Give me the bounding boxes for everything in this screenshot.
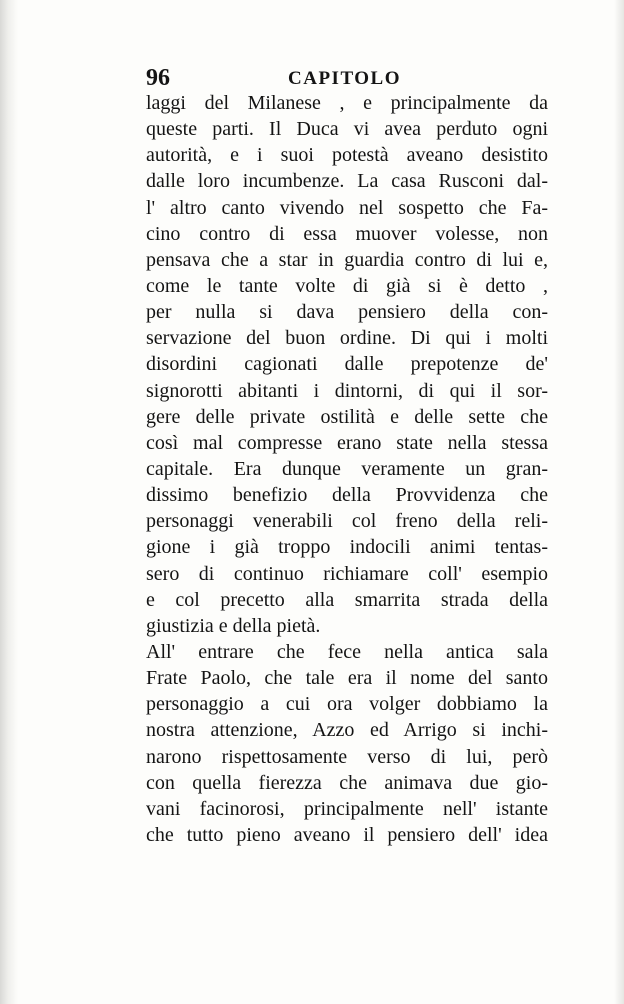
- text-line: sero di continuo richiamare coll' esempio: [146, 562, 548, 585]
- text-line: per nulla si dava pensiero della con-: [146, 301, 548, 324]
- text-line: e col precetto alla smarrita strada della: [146, 588, 548, 611]
- running-head: CAPITOLO: [288, 68, 402, 89]
- page-number: 96: [146, 65, 170, 91]
- text-line: l' altro canto vivendo nel sospetto che Fa-: [146, 196, 548, 219]
- text-line: gere delle private ostilità e delle sette che: [146, 405, 548, 428]
- text-line: servazione del buon ordine. Di qui i molti: [146, 327, 548, 350]
- text-line: disordini cagionati dalle prepotenze de': [146, 353, 548, 376]
- text-line: cino contro di essa muover volesse, non: [146, 222, 548, 245]
- paragraph-first-line: All' entrare che fece nella antica sala: [146, 640, 548, 663]
- page-header: [146, 64, 546, 92]
- text-line: pensava che a star in guardia contro di lui e,: [146, 248, 548, 271]
- page-edge-shadow: [614, 0, 624, 1004]
- text-line: dalle loro incumbenze. La casa Rusconi dal-: [146, 170, 548, 193]
- text-line: così mal compresse erano state nella stessa: [146, 431, 548, 454]
- paragraph-last-line: giustizia e della pietà.: [146, 614, 321, 637]
- text-line: che tutto pieno aveano il pensiero dell' idea: [146, 823, 548, 846]
- text-line: vani facinorosi, principalmente nell' istante: [146, 797, 548, 820]
- text-line: queste parti. Il Duca vi avea perduto ogni: [146, 118, 548, 141]
- text-line: come le tante volte di già si è detto ,: [146, 274, 548, 297]
- body-text: [146, 90, 548, 848]
- page-gutter-shadow: [0, 0, 18, 1004]
- text-line: narono rispettosamente verso di lui, però: [146, 745, 548, 768]
- text-line: laggi del Milanese , e principalmente da: [146, 92, 548, 114]
- text-line: autorità, e i suoi potestà aveano desistito: [146, 144, 548, 167]
- text-line: gione i già troppo indocili animi tentas-: [146, 536, 548, 559]
- text-line: personaggio a cui ora volger dobbiamo la: [146, 693, 548, 716]
- text-line: con quella fierezza che animava due gio-: [146, 771, 548, 794]
- text-line: nostra attenzione, Azzo ed Arrigo si inchi-: [146, 719, 548, 742]
- text-line: signorotti abitanti i dintorni, di qui il sor-: [146, 379, 548, 402]
- text-line: Frate Paolo, che tale era il nome del santo: [146, 667, 548, 690]
- text-line: dissimo benefizio della Provvidenza che: [146, 484, 548, 507]
- text-line: personaggi venerabili col freno della reli-: [146, 510, 548, 533]
- text-line: capitale. Era dunque veramente un gran-: [146, 457, 548, 480]
